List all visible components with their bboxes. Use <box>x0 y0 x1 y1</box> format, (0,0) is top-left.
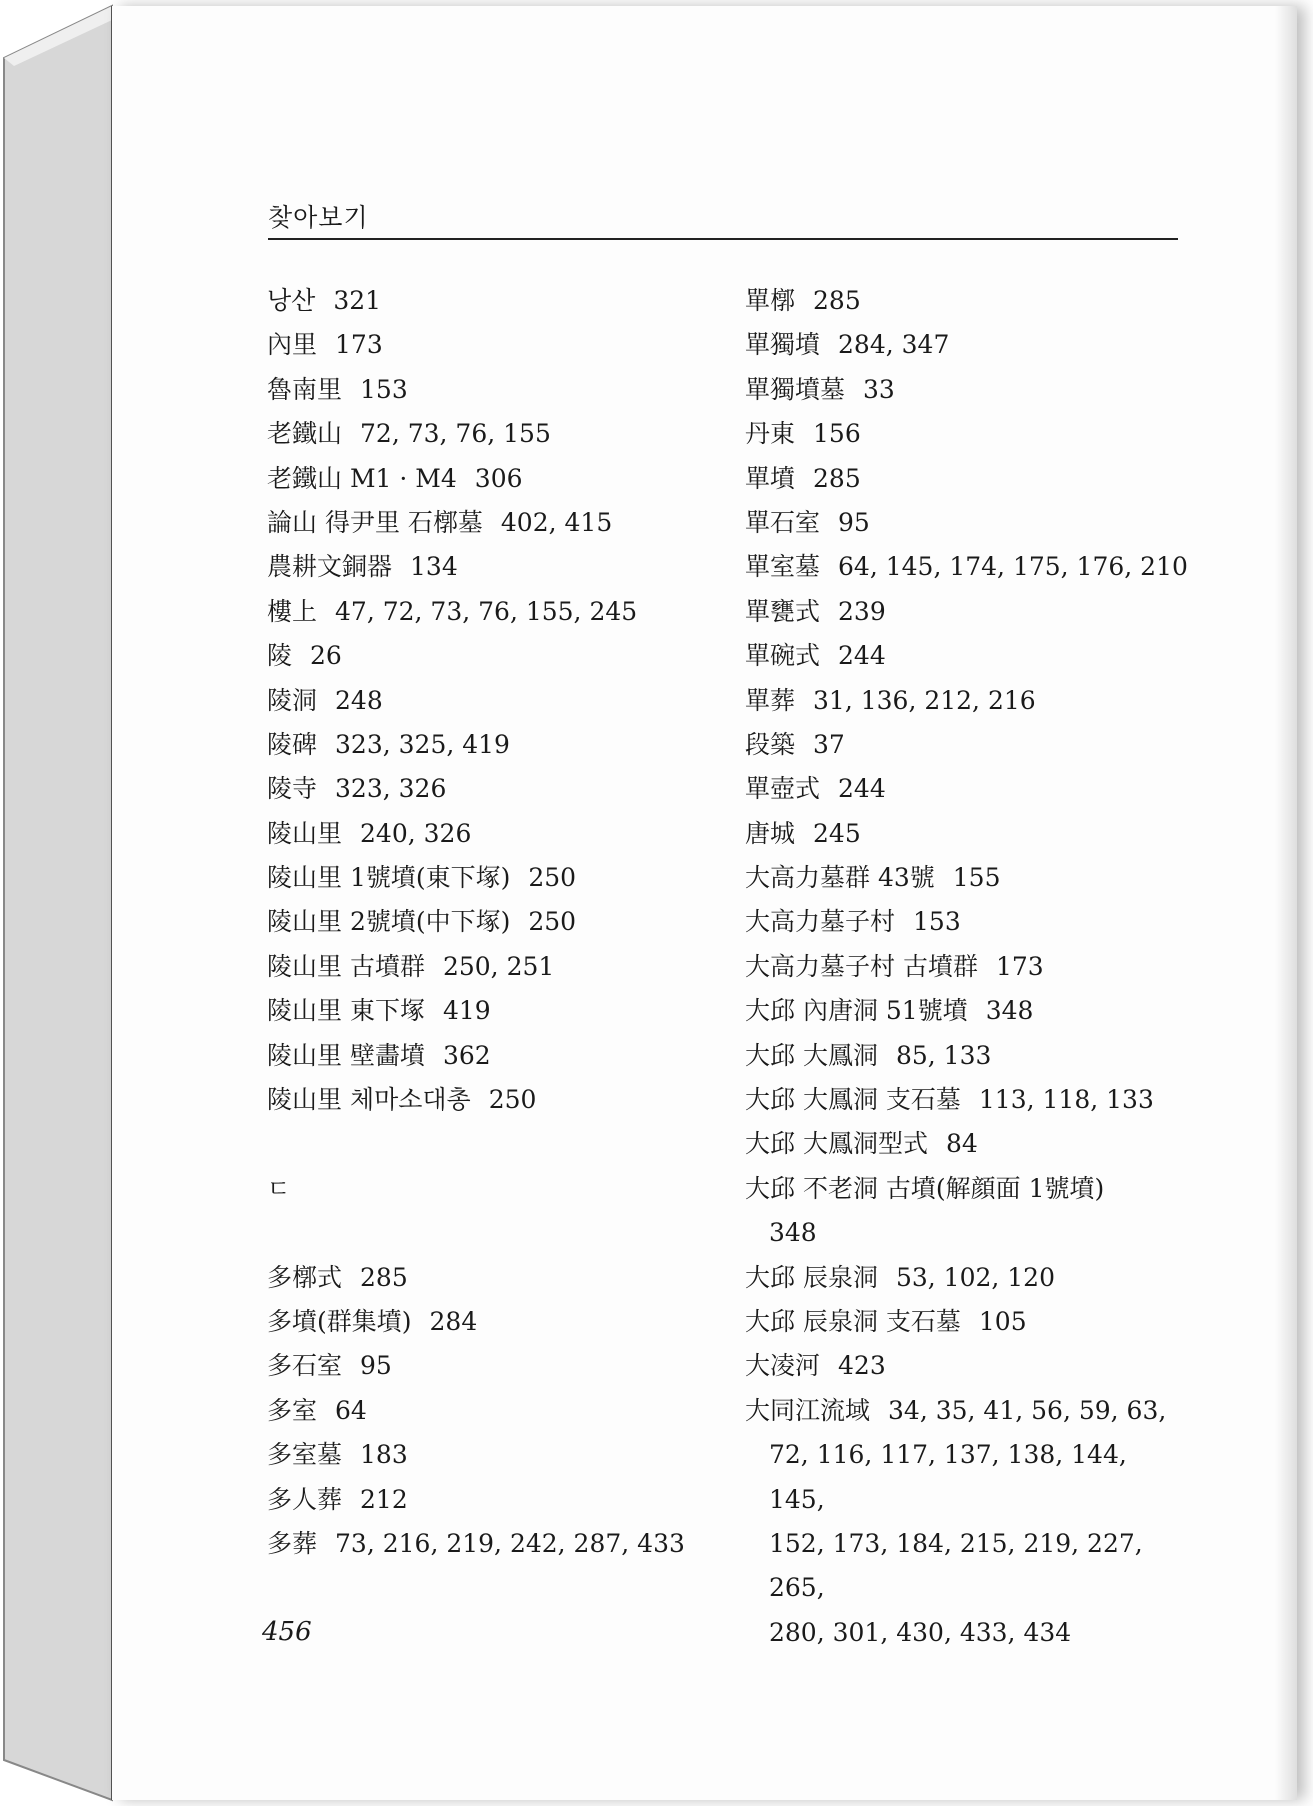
index-term: 大邱 大鳳洞型式 <box>745 1129 928 1159</box>
index-term: 多葬 <box>267 1528 318 1558</box>
index-pages: 423 <box>838 1351 886 1381</box>
index-entry <box>267 323 707 367</box>
index-pages: 64 <box>335 1395 367 1425</box>
index-entry <box>745 1344 1185 1388</box>
index-pages: 250, 251 <box>442 951 555 981</box>
index-term: 段築 <box>745 729 796 759</box>
index-pages: 95 <box>838 507 870 537</box>
index-pages: 95 <box>360 1351 392 1381</box>
index-term: 單石室 <box>745 507 821 537</box>
index-pages: 85, 133 <box>895 1040 992 1070</box>
index-term: 多石室 <box>267 1351 343 1381</box>
index-term: 大邱 不老洞 古墳(解顔面 1號墳) <box>745 1173 1105 1203</box>
index-term: 單獨墳 <box>745 330 821 360</box>
index-entry <box>745 945 1185 989</box>
index-term: 大高力墓群 43號 <box>745 863 935 893</box>
index-entry <box>267 279 707 323</box>
page-title: 찾아보기 <box>268 203 369 232</box>
index-entry <box>745 590 1185 634</box>
index-term: 唐城 <box>745 818 796 848</box>
index-term: 內里 <box>267 330 318 360</box>
index-term: 大凌河 <box>745 1351 821 1381</box>
index-pages: 31, 136, 212, 216 <box>813 685 1036 715</box>
index-pages: 53, 102, 120 <box>895 1262 1055 1292</box>
index-entry <box>267 812 707 856</box>
index-pages: 250 <box>528 863 577 893</box>
index-pages: 153 <box>913 907 961 937</box>
index-term: 大同江流域 <box>745 1395 871 1425</box>
index-entry <box>267 679 707 723</box>
index-pages: 244 <box>838 774 886 804</box>
index-term: 多室墓 <box>267 1440 343 1470</box>
index-entry <box>745 767 1185 811</box>
index-pages: 134 <box>410 552 458 582</box>
index-pages: 173 <box>995 951 1044 981</box>
index-pages: 72, 73, 76, 155 <box>360 419 551 449</box>
index-pages: 240, 326 <box>360 818 472 848</box>
index-entry <box>267 1344 707 1388</box>
index-pages: 156 <box>813 419 861 449</box>
index-entry <box>267 1389 707 1433</box>
index-term: 樓上 <box>267 596 318 626</box>
index-term: 單獨墳墓 <box>745 374 846 404</box>
index-term: 陵山里 東下塚 <box>267 996 425 1026</box>
index-term: 單室墓 <box>745 552 821 582</box>
index-term: 老鐵山 M1 · M4 <box>267 463 457 493</box>
index-entry <box>267 1256 707 1300</box>
index-term: 大邱 辰泉洞 支石墓 <box>745 1307 961 1337</box>
page-number: 456 <box>262 1617 312 1647</box>
index-term: 陵碑 <box>267 729 318 759</box>
index-pages-continued: 280, 301, 430, 433, 434 <box>769 1617 1072 1647</box>
index-entry <box>267 723 707 767</box>
index-term: 陵洞 <box>267 685 318 715</box>
index-pages: 34, 35, 41, 56, 59, 63, <box>888 1395 1167 1425</box>
index-entry <box>267 989 707 1033</box>
index-entry <box>267 590 707 634</box>
index-term: 魯南里 <box>267 374 343 404</box>
index-entry <box>745 1300 1185 1344</box>
index-term: 農耕文銅器 <box>267 552 393 582</box>
index-entry <box>267 1433 707 1477</box>
index-pages: 348 <box>985 996 1034 1026</box>
index-entry <box>267 1300 707 1344</box>
index-term: 單槨 <box>745 286 796 315</box>
index-entry <box>745 412 1185 456</box>
index-entry <box>267 856 707 900</box>
index-entry <box>745 1122 1185 1166</box>
index-entry <box>745 1256 1185 1300</box>
index-pages: 183 <box>360 1440 408 1470</box>
index-term: 老鐵山 <box>267 419 343 449</box>
index-entry <box>745 279 1185 323</box>
index-entry <box>745 634 1185 678</box>
index-pages: 285 <box>813 463 861 493</box>
index-term: 多槨式 <box>267 1262 343 1292</box>
page-edge-shadow <box>1275 6 1297 1800</box>
index-term: 大邱 大鳳洞 支石墓 <box>745 1085 961 1115</box>
index-entry <box>745 501 1185 545</box>
index-term: 陵山里 체마소대총 <box>267 1085 471 1115</box>
index-pages: 250 <box>488 1085 537 1115</box>
page-header <box>268 198 1178 240</box>
index-entry <box>745 368 1185 412</box>
index-term: 大高力墓子村 <box>745 907 896 937</box>
index-term: 論山 得尹里 石槨墓 <box>267 507 483 537</box>
index-term: 陵寺 <box>267 774 318 804</box>
index-pages: 73, 216, 219, 242, 287, 433 <box>335 1528 685 1558</box>
index-term: 大邱 內唐洞 51號墳 <box>745 996 968 1026</box>
index-term: 陵山里 2號墳(中下塚) <box>267 907 511 937</box>
index-entry <box>267 501 707 545</box>
index-entry <box>745 1078 1185 1122</box>
index-pages: 402, 415 <box>500 507 613 537</box>
index-pages: 285 <box>813 286 861 315</box>
index-term: 單墳 <box>745 463 796 493</box>
index-entry <box>267 945 707 989</box>
index-term: 單葬 <box>745 685 796 715</box>
index-pages: 323, 325, 419 <box>335 729 510 759</box>
index-pages: 248 <box>335 685 383 715</box>
index-term: 大邱 辰泉洞 <box>745 1262 878 1292</box>
index-term: 單甕式 <box>745 596 821 626</box>
index-pages: 321 <box>333 286 382 315</box>
index-term: 낭산 <box>267 286 316 315</box>
index-entry <box>267 1034 707 1078</box>
index-term: 大邱 大鳳洞 <box>745 1040 878 1070</box>
index-pages: 250 <box>528 907 577 937</box>
index-entry <box>745 812 1185 856</box>
index-entry <box>745 989 1185 1033</box>
section-heading: ㄷ <box>267 1174 291 1203</box>
index-term: 陵山里 古墳群 <box>267 951 425 981</box>
index-pages: 113, 118, 133 <box>978 1085 1154 1115</box>
index-pages-continued: 152, 173, 184, 215, 219, 227, 265, <box>769 1529 1143 1603</box>
index-term: 大高力墓子村 古墳群 <box>745 951 978 981</box>
index-pages: 26 <box>310 641 342 671</box>
index-entry <box>267 900 707 944</box>
index-pages: 105 <box>978 1307 1027 1337</box>
index-column-left <box>267 279 707 1566</box>
index-pages: 245 <box>813 818 861 848</box>
index-entry <box>745 679 1185 723</box>
index-pages: 419 <box>442 996 491 1026</box>
index-pages: 155 <box>952 863 1001 893</box>
index-pages: 153 <box>360 374 408 404</box>
index-pages: 348 <box>769 1218 817 1248</box>
index-pages: 284, 347 <box>838 330 950 360</box>
index-pages-continued: 72, 116, 117, 137, 138, 144, 145, <box>769 1440 1127 1514</box>
index-entry-wrapped <box>745 1389 1185 1655</box>
index-pages: 323, 326 <box>335 774 447 804</box>
index-entry <box>745 457 1185 501</box>
index-pages: 306 <box>474 463 523 493</box>
index-entry <box>745 545 1188 589</box>
index-entry <box>267 1078 707 1122</box>
index-pages: 239 <box>838 596 886 626</box>
index-entry-wrapped <box>745 1167 1185 1256</box>
index-term: 陵山里 1號墳(東下塚) <box>267 863 511 893</box>
index-entry <box>267 1478 707 1522</box>
index-pages: 33 <box>863 374 895 404</box>
index-entry <box>267 412 707 456</box>
index-pages: 244 <box>838 641 886 671</box>
index-entry <box>745 723 1185 767</box>
index-entry <box>267 634 707 678</box>
index-entry <box>745 323 1185 367</box>
index-entry <box>267 368 707 412</box>
index-entry <box>745 1034 1185 1078</box>
index-entry <box>745 900 1185 944</box>
index-term: 單碗式 <box>745 641 821 671</box>
index-term: 陵山里 <box>267 818 343 848</box>
index-term: 多人葬 <box>267 1484 343 1514</box>
index-pages: 64, 145, 174, 175, 176, 210 <box>838 552 1188 582</box>
index-entry <box>267 545 707 589</box>
index-term: 多墳(群集墳) <box>267 1306 412 1336</box>
index-entry <box>267 1522 707 1566</box>
index-entry <box>745 856 1185 900</box>
index-term: 單壺式 <box>745 774 821 804</box>
index-pages: 285 <box>360 1262 408 1292</box>
index-term: 陵山里 壁畵墳 <box>267 1040 425 1070</box>
index-pages: 284 <box>429 1306 478 1336</box>
index-pages: 37 <box>813 729 845 759</box>
index-pages: 47, 72, 73, 76, 155, 245 <box>335 596 638 626</box>
index-pages: 84 <box>945 1129 978 1159</box>
index-pages: 362 <box>442 1040 491 1070</box>
index-term: 多室 <box>267 1395 318 1425</box>
index-term: 丹東 <box>745 419 796 449</box>
index-entry <box>267 457 707 501</box>
index-pages: 173 <box>335 330 383 360</box>
index-pages: 212 <box>360 1484 408 1514</box>
index-term: 陵 <box>267 641 293 671</box>
index-entry <box>267 767 707 811</box>
index-column-right <box>745 279 1188 1655</box>
